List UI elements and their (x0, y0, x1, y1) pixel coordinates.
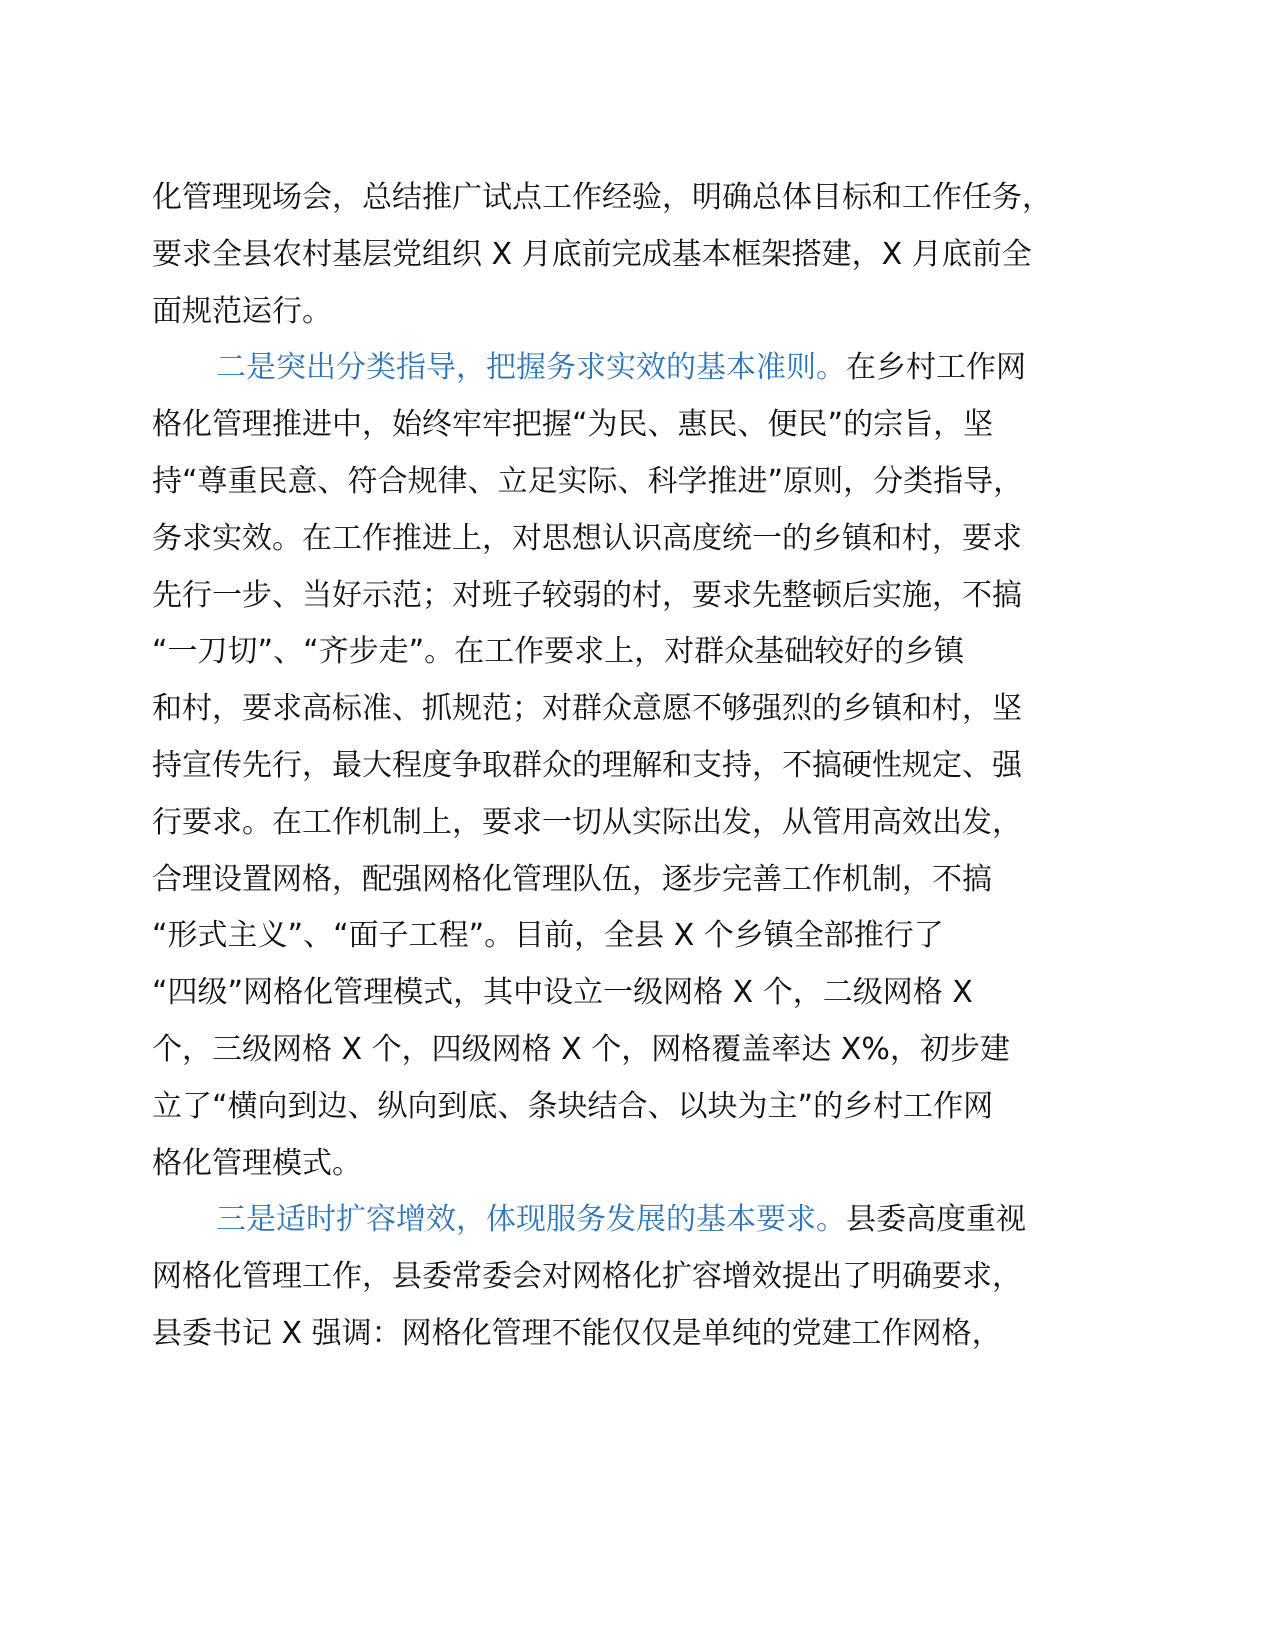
paragraph-3 (152, 1192, 1142, 1362)
paragraph-line: 合理设置网格，配强网格化管理队伍，逐步完善工作机制，不搞 (152, 861, 992, 897)
paragraph-line: 立了“横向到边、纵向到底、条块结合、以块为主”的乡村工作网 (152, 1088, 994, 1124)
paragraph-first-line (152, 340, 1142, 397)
paragraph-line: 面规范运行。 (152, 293, 332, 329)
paragraph-line: 和村，要求高标准、抓规范；对群众意愿不够强烈的乡镇和村，坚 (152, 691, 1022, 727)
section-heading: 二是突出分类指导，把握务求实效的基本准则。 (216, 350, 846, 386)
paragraph-line: 行要求。在工作机制上，要求一切从实际出发，从管用高效出发， (152, 804, 1022, 840)
paragraph-text: 县委高度重视 (846, 1202, 1026, 1238)
paragraph-line: 格化管理模式。 (152, 1145, 362, 1181)
paragraph-line: 化管理现场会，总结推广试点工作经验，明确总体目标和工作任务， (152, 180, 1052, 215)
paragraph-line: 先行一步、当好示范；对班子较弱的村，要求先整顿后实施，不搞 (152, 577, 1022, 613)
paragraph-line: “一刀切”、“齐步走”。在工作要求上，对群众基础较好的乡镇 (152, 634, 965, 670)
paragraph-line: 持宣传先行，最大程度争取群众的理解和支持，不搞硬性规定、强 (152, 747, 1022, 783)
paragraph-2 (152, 340, 1142, 1192)
paragraph-line: 网格化管理工作，县委常委会对网格化扩容增效提出了明确要求， (152, 1259, 1022, 1295)
paragraph-line: 持“尊重民意、符合规律、立足实际、科学推进”原则，分类指导， (152, 463, 1024, 499)
paragraph-line: 格化管理推进中，始终牢牢把握“为民、惠民、便民”的宗旨，坚 (152, 407, 994, 443)
paragraph-line: 务求实效。在工作推进上，对思想认识高度统一的乡镇和村，要求 (152, 520, 1022, 556)
paragraph-text: 在乡村工作网 (846, 350, 1026, 386)
paragraph-first-line (152, 1192, 1142, 1249)
section-heading: 三是适时扩容增效，体现服务发展的基本要求。 (216, 1202, 846, 1238)
paragraph-line: 县委书记 X 强调：网格化管理不能仅仅是单纯的党建工作网格， (152, 1315, 1002, 1351)
paragraph-1 (152, 170, 1142, 340)
paragraph-line: “形式主义”、“面子工程”。目前，全县 X 个乡镇全部推行了 (152, 918, 944, 954)
paragraph-line: 要求全县农村基层党组织 X 月底前完成基本框架搭建，X 月底前全 (152, 236, 1032, 272)
document-body (152, 170, 1142, 1363)
paragraph-line: 个，三级网格 X 个，四级网格 X 个，网格覆盖率达 X%，初步建 (152, 1031, 1010, 1067)
paragraph-line: “四级”网格化管理模式，其中设立一级网格 X 个，二级网格 X (152, 975, 973, 1011)
